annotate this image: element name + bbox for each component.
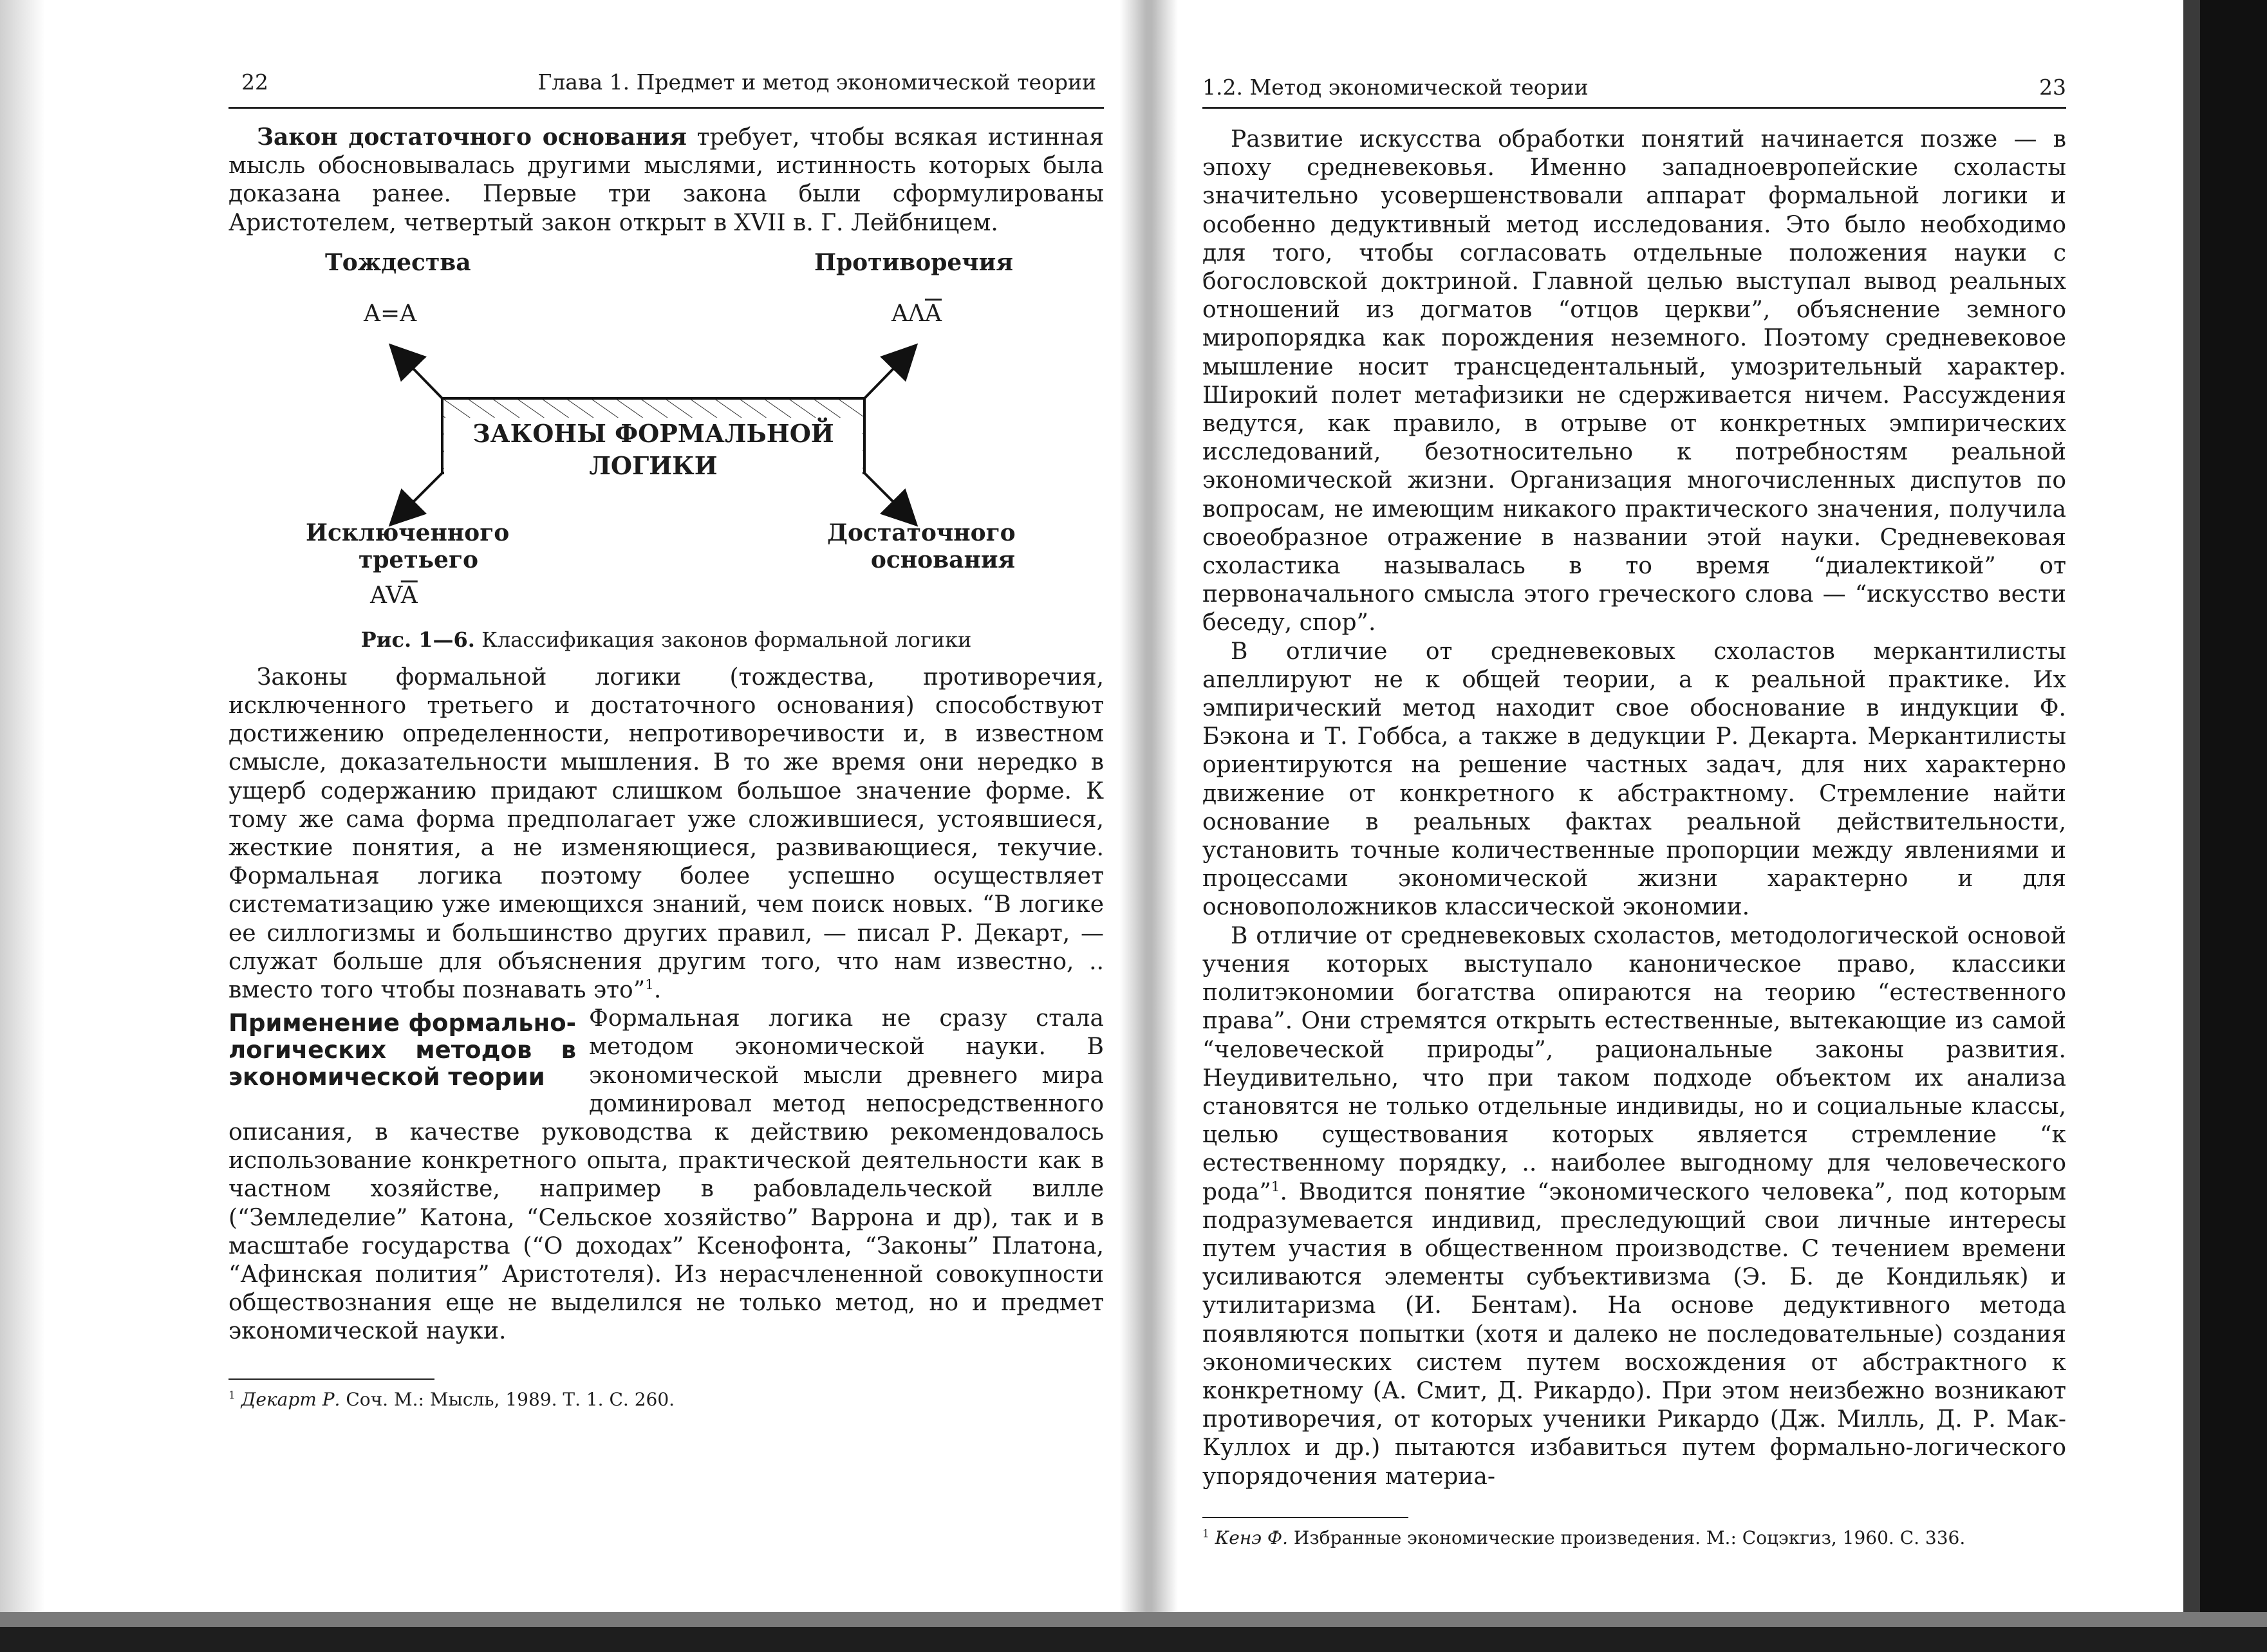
arrow-top-right xyxy=(864,351,911,398)
label-sufficient-reason-2: основания xyxy=(870,546,1016,573)
intro-text: требует, чтобы всякая истинная мысль обосновывалась другими мыслями, истинность которых была доказана ранее. Первые три закона были сформулированы Аристотелем, четвертый закон открыт в XVII в. Г. Лейбницем. xyxy=(229,124,1104,236)
footnote-rule xyxy=(1202,1517,1408,1518)
left-paragraph-3: Формальная логика не сразу стала методом экономической науки. В экономической мысли древнего мира доминировал метод непосредственного описания, в качестве руководства к действию рекомендовалось использование конкретного опыта, практической деятельности как в частном хозяйстве, например в рабовладельческой вилле (“Земледелие” Катона, “Сельское хозяйство” Варрона и др), так и в масштабе государства (“О доходах” Ксенофонта, “Законы” Платона, “Афинская полития” Аристотеля). Из нерасчлененной совокупности обществознания еще не выделился не только метод, но и предмет экономической науки. xyxy=(229,1005,1104,1345)
right-running-head xyxy=(1202,64,2066,109)
label-excluded-middle-2: третьего xyxy=(358,546,479,573)
figure-caption-text: Классификация законов формальной логики xyxy=(474,627,972,652)
footnote-ref: 1 xyxy=(1271,1178,1280,1195)
figure-lower-labels xyxy=(229,546,1104,624)
label-contradiction: Противоречия xyxy=(814,248,1013,276)
right-paragraph-3: В отличие от средневековых схоластов, методологической основой учения которых выступало каноническое право, классики политэкономии богатства опираются на теорию “естественного права”. Они стремятся открыть естественные, вытекающие из самой “человеческой природы”, рациональные законы развития. Неудивительно, что при таком подходе объектом их анализа становятся не только отдельные индивиды, но и социальные классы, целью существования которых является стремление “к естественному порядку, .. наиболее выгодному для человеческого рода”$^1$. Вводится понятие “экономического человека”, под которым подразумевается индивид, преследующий свои личные интересы путем участия в общественном производстве. С течением времени усиливаются элементы субъективизма (Э. Б. де Кондильяк) и утилитаризма (И. Бентам). На основе дедуктивного метода появляются попытки (хотя и далеко не последовательные) создания экономических систем путем восхождения от абстрактного к конкретному (А. Смит, Д. Рикардо). При этом неизбежно возникают противоречия, от которых ученики Рикардо (Дж. Милль, Д. Р. Мак-Куллох и др.) пытаются избавиться путем формально-логического упорядочения материа- xyxy=(1202,922,2066,1490)
formula-excluded-middle: $AV\overline{A}$ xyxy=(370,582,418,609)
right-footnote: $^1$ Кенэ Ф. Избранные экономические произведения. М.: Соцэкгиз, 1960. С. 336. xyxy=(1202,1527,1966,1548)
book-gutter xyxy=(1120,0,1178,1652)
formula-identity: A=A xyxy=(364,300,417,327)
central-box-label: ЗАКОНЫ ФОРМАЛЬНОЙ ЛОГИКИ xyxy=(444,418,863,482)
left-paragraph-2: Законы формальной логики (тождества, противоречия, исключенного третьего и достаточного основания) способствуют достижению определенности, непротиворечивости и, в известном смысле, доказательности мышления. В то же время они нередко в ущерб содержанию придают слишком большое значение форме. К тому же сама форма предполагает уже сложившиеся, устоявшиеся, жесткие понятия, а не изменяющиеся, развивающиеся, текучие. Формальная логика поэтому более успешно осуществляет систематизацию уже имеющихся знаний, чем поиск новых. “В логике ее силлогизмы и большинство других правил, — писал Р. Декарт, — служат больше для объяснения другим того, что нам известно, .. вместо того чтобы познавать это”$^1$. xyxy=(229,664,1104,1004)
left-section-block xyxy=(229,1005,1104,1346)
footnote-ref: 1 xyxy=(645,977,654,994)
right-body xyxy=(1202,125,2066,1491)
arrow-bottom-left xyxy=(396,473,442,519)
scan-edge-bottom xyxy=(0,1627,2267,1652)
left-page xyxy=(229,64,1104,1410)
scan-edge-right xyxy=(2200,0,2267,1652)
formula-contradiction: $A\Lambda\overline{A}$ xyxy=(891,300,942,327)
label-excluded-middle: Исключенного xyxy=(306,519,510,546)
scan-edge-bottom-pages xyxy=(0,1612,2267,1628)
label-identity: Тождества xyxy=(325,248,471,276)
right-paragraph-2: В отличие от средневековых схоластов меркантилисты апеллируют не к общей теории, а к реальной практике. Их эмпирический метод находит свое обоснование в индукции Ф. Бэкона и Т. Гоббса, а также в дедукции Р. Декарта. Меркантилисты ориентируются на решение частных задач, для них характерно движение от конкретного к абстрактному. Стремление найти основание в реальных фактах реальной действительности, установить точные количественные пропорции между явлениями и процессами экономической жизни характерно и для основоположников классической экономии. xyxy=(1202,638,2066,921)
law-term: Закон достаточного основания xyxy=(257,124,687,151)
right-page-number: 23 xyxy=(2039,75,2066,100)
left-footnote: $^1$ Декарт Р. Соч. М.: Мысль, 1989. Т. 1. С. 260. xyxy=(229,1388,675,1410)
arrow-bottom-right xyxy=(864,473,911,519)
left-running-head xyxy=(229,64,1104,109)
figure-number: Рис. 1—6. xyxy=(360,627,475,652)
logic-laws-figure xyxy=(229,249,1104,552)
scan-left-shadow xyxy=(0,0,45,1652)
left-page-number: 22 xyxy=(241,70,268,95)
label-sufficient-reason: Достаточного xyxy=(827,519,1016,546)
figure-caption xyxy=(229,627,1104,652)
right-running-title: 1.2. Метод экономической теории xyxy=(1202,75,1589,100)
footnote-rule xyxy=(229,1378,434,1380)
arrow-top-left xyxy=(396,351,442,398)
right-paragraph-1: Развитие искусства обработки понятий начинается позже — в эпоху средневековья. Именно западноевропейские схоласты значительно усовершенствовали аппарат формальной логики и особенно дедуктивный метод исследования. Это было необходимо для того, чтобы согласовать отдельные положения науки с богословской доктриной. Главной целью выступал вывод реальных отношений из догматов “отцов церкви”, объяснение земного миропорядка как порождения неземного. Поэтому средневековое мышление носит трансцедентальный, умозрительный характер. Широкий полет метафизики не сдерживается ничем. Рассуждения ведутся, как правило, в отрыве от конкретных эмпирических исследований, безотносительно к потребностям реальной экономической жизни. Организация многочисленных диспутов по вопросам, не имеющим никакого практического значения, получила своеобразное отражение в названии этой науки. Средневековая схоластика называлась в то время “диалектикой” от первоначального смысла этого греческого слова — “искусство вести беседу, спор”. xyxy=(1202,126,2066,636)
left-running-title: Глава 1. Предмет и метод экономической теории xyxy=(537,70,1096,95)
section-heading: Применение формально-логических методов в экономической теории xyxy=(229,1009,576,1091)
left-intro-paragraph xyxy=(229,123,1104,237)
right-page xyxy=(1202,64,2066,1548)
